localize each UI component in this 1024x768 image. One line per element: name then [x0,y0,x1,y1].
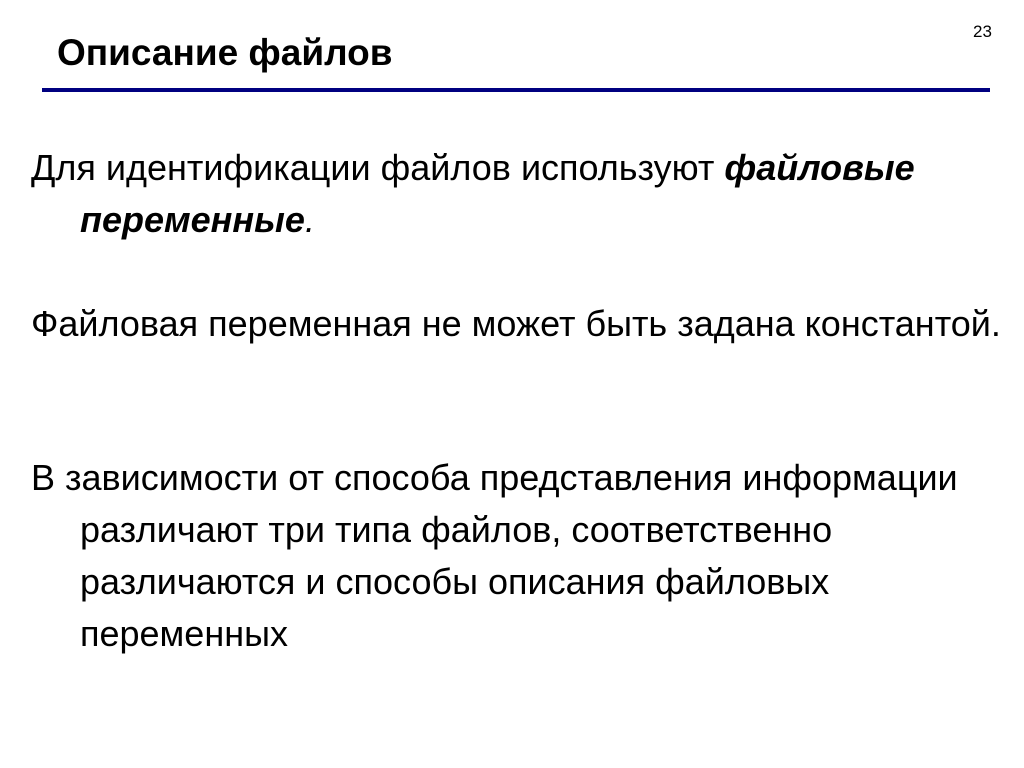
paragraph-period: . [304,199,315,240]
title-underline [42,88,990,92]
paragraph-file-types [31,452,1024,660]
paragraph-file-identification [31,142,1024,246]
paragraph-not-constant [31,298,1024,350]
slide-title: Описание файлов [57,32,393,73]
slide-number: 23 [973,22,992,41]
paragraph-text: Файловая переменная не может быть задана константой. [31,303,1001,344]
paragraph-text: В зависимости от способа представления информации различают три типа файлов, соответственно различаются и способы описания файловых переменных [31,457,958,654]
emphasis-file-variables: файловые переменные [80,147,915,240]
paragraph-text: Для идентификации файлов используют [31,147,725,188]
